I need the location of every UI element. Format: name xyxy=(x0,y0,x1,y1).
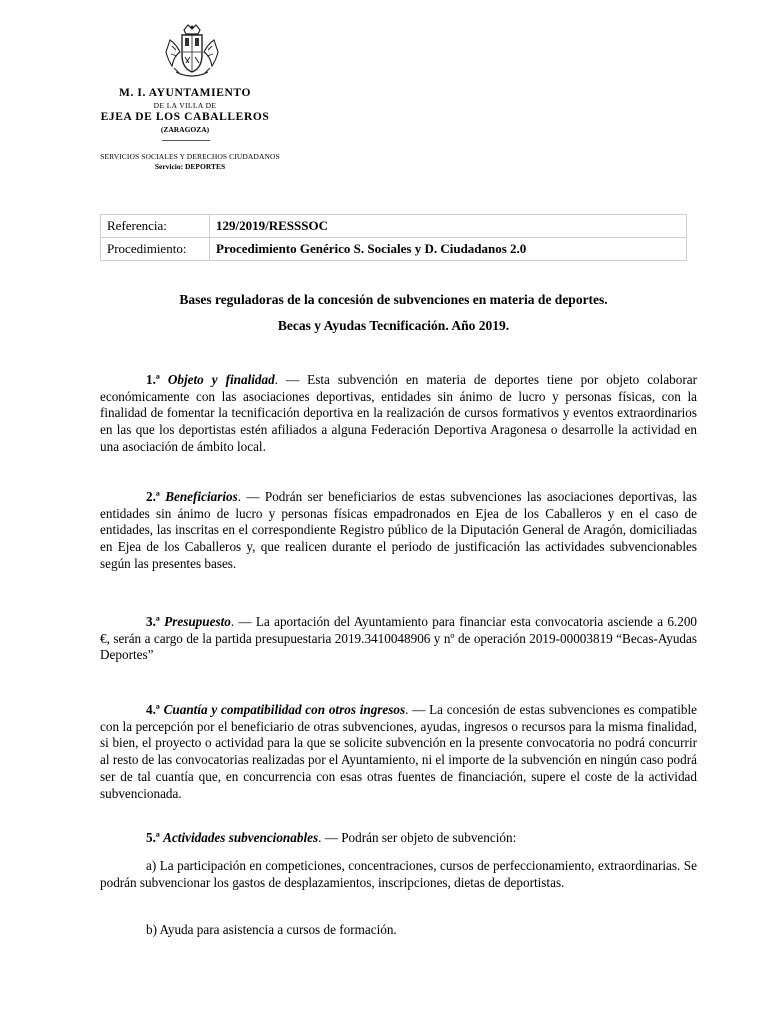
section-body: . — Podrán ser objeto de subvención: xyxy=(318,830,517,845)
section-number: 1.ª xyxy=(146,372,160,387)
org-town: EJEA DE LOS CABALLEROS xyxy=(100,111,270,123)
section-actividades xyxy=(100,830,697,847)
document-title: Bases reguladoras de la concesión de subvenciones en materia de deportes. xyxy=(179,292,608,307)
procedure-label: Procedimiento: xyxy=(101,238,210,261)
list-item-text: b) Ayuda para asistencia a cursos de formación. xyxy=(146,922,397,937)
section-heading: Actividades subvencionables xyxy=(163,830,319,845)
section-heading: Objeto y finalidad xyxy=(167,372,275,387)
department-name: SERVICIOS SOCIALES Y DERECHOS CIUDADANOS xyxy=(100,152,280,161)
section-body: . — Esta subvención en materia de deportes tiene por objeto colaborar económicamente con las asociaciones deportivas, entidades sin ánimo de lucro y personas físicas, con la finalidad de fomentar la tecnificación deportiva en la realización de cursos formativos y eventos extraordinarios en las que los deportistas estén afiliados a alguna Federación Deportiva Aragonesa o desarrolle la actividad en una asociación de ámbito local. xyxy=(100,372,697,454)
section-number: 3.ª xyxy=(146,614,160,629)
document-subtitle: Becas y Ayudas Tecnificación. Año 2019. xyxy=(277,318,510,333)
section-body: . — Podrán ser beneficiarios de estas subvenciones las asociaciones deportivas, las entidades sin ánimo de lucro y personas físicas empadronados en Ejea de los Caballeros y en el caso de entidades, las inscritas en el correspondiente Registro público de la Diputación General de Aragón, domiciliadas en Ejea de los Caballeros y, que realicen durante el periodo de justificación las actividades subvencionables según las presentes bases. xyxy=(100,489,698,571)
org-subline: DE LA VILLA DE xyxy=(153,101,217,110)
org-province: (ZARAGOZA) xyxy=(160,125,210,134)
reference-label: Referencia: xyxy=(101,215,210,238)
section-heading: Cuantía y compatibilidad con otros ingresos xyxy=(163,702,406,717)
list-item xyxy=(100,858,697,891)
list-item xyxy=(100,922,697,939)
reference-table xyxy=(100,214,687,261)
org-name: M. I. AYUNTAMIENTO xyxy=(119,87,251,99)
reference-value: 129/2019/RESSSOC xyxy=(210,215,687,238)
procedure-value: Procedimiento Genérico S. Sociales y D. Ciudadanos 2.0 xyxy=(210,238,687,261)
section-number: 2.ª xyxy=(146,489,160,504)
table-row xyxy=(101,238,687,261)
section-heading: Presupuesto xyxy=(164,614,231,629)
section-body: . — La aportación del Ayuntamiento para financiar esta convocatoria asciende a 6.200 €, serán a cargo de la partida presupuestaria 2019.3410048906 y nº de operación 2019-00003819 “Becas-Ayudas Deportes” xyxy=(100,614,698,663)
section-number: 4.ª xyxy=(146,702,160,717)
section-heading: Beneficiarios xyxy=(165,489,238,504)
table-row xyxy=(101,215,687,238)
section-cuantia xyxy=(100,702,697,802)
coat-of-arms-icon xyxy=(162,22,222,82)
section-presupuesto xyxy=(100,614,697,664)
section-beneficiarios xyxy=(100,489,697,573)
section-number: 5.ª xyxy=(146,830,160,845)
list-item-text: a) La participación en competiciones, concentraciones, cursos de perfeccionamiento, extraordinarias. Se podrán subvencionar los gastos de desplazamientos, inscripciones, dietas de deportistas. xyxy=(100,858,697,890)
section-body: . — La concesión de estas subvenciones es compatible con la percepción por el beneficiario de otras subvenciones, ayudas, ingresos o recursos para la misma finalidad, si bien, el proyecto o actividad para la que se solicite subvención en la presente convocatoria no podrá concurrir al resto de las convocatorias realizadas por el Ayuntamiento, ni el importe de la subvención en ningún caso podrá ser de tal cuantía que, en concurrencia con esas otras fuentes de financiación, supere el coste de la actividad subvencionada. xyxy=(100,702,697,801)
header-divider xyxy=(162,140,210,141)
section-objeto xyxy=(100,372,697,456)
service-name: Servicio: DEPORTES xyxy=(154,162,226,171)
